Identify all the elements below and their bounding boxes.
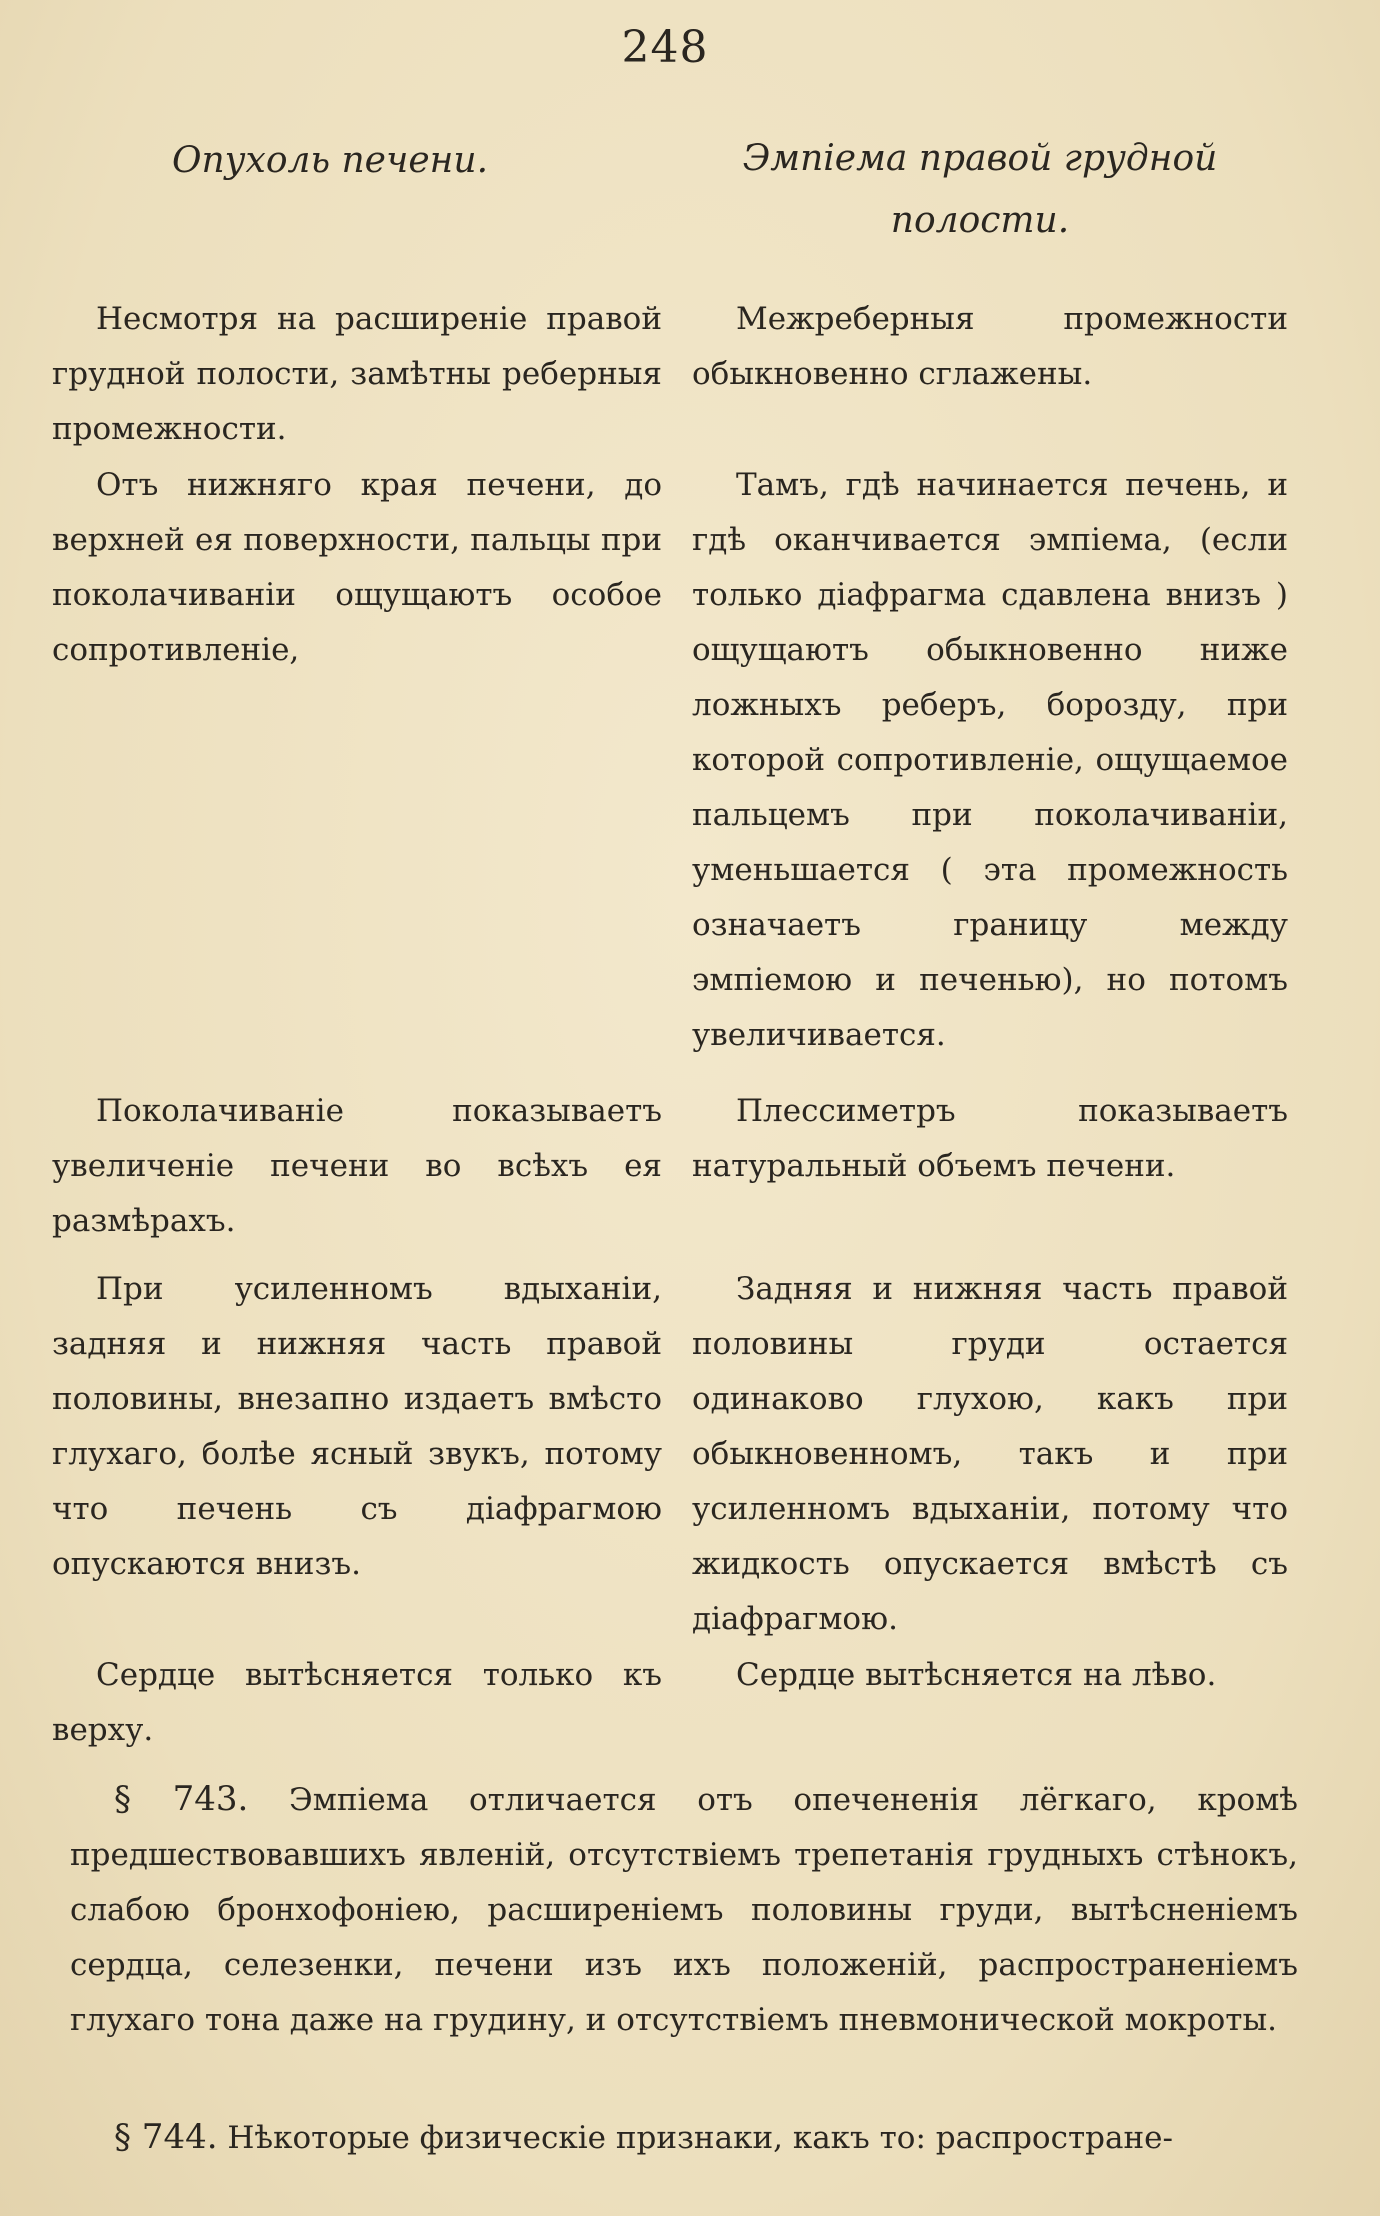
- paragraph-743-body: [70, 1772, 1298, 2048]
- section-number-743: § 743.: [114, 1779, 249, 1819]
- left-text-5: Сердце вытѣсняется только къ верху.: [52, 1657, 662, 1748]
- section-number-744: § 744.: [114, 2117, 218, 2157]
- left-cell-4: [52, 1262, 662, 1592]
- left-text-1: Несмотря на расширеніе правой грудной полости, замѣтны реберныя промежности.: [52, 301, 662, 447]
- right-cell-3: [692, 1084, 1288, 1194]
- paragraph-744: [70, 2110, 1298, 2166]
- paragraph-744-body: [70, 2110, 1298, 2166]
- page-number: 248: [621, 22, 709, 73]
- right-text-2: Тамъ, гдѣ начинается печень, и гдѣ оканчивается эмпіема, (если только діафрагма сдавлена внизъ ) ощущаютъ обыкновенно ниже ложныхъ реберъ, борозду, при которой сопротивленіе, ощущаемое пальцемъ при поколачиваніи, уменьшается ( эта промежность означаетъ границу между эмпіемою и печенью), но потомъ увеличивается.: [692, 467, 1288, 1053]
- right-text-4: Задняя и нижняя часть правой половины груди остается одинаково глухою, какъ при обыкновенномъ, такъ и при усиленномъ вдыханіи, потому что жидкость опускается вмѣстѣ съ діафрагмою.: [692, 1271, 1288, 1637]
- left-text-2: Отъ нижняго края печени, до верхней ея поверхности, пальцы при поколачиваніи ощущаютъ особое сопротивленіе,: [52, 467, 662, 668]
- paragraph-744-text: Нѣкоторые физическіе признаки, какъ то: распростране-: [227, 2120, 1173, 2156]
- right-cell-5: [692, 1648, 1288, 1703]
- right-text-3: Плессиметръ показываетъ натуральный объемъ печени.: [692, 1093, 1288, 1184]
- left-cell-3: [52, 1084, 662, 1249]
- right-text-5: Сердце вытѣсняется на лѣво.: [736, 1657, 1217, 1693]
- left-cell-1: [52, 292, 662, 457]
- left-cell-2: [52, 458, 662, 678]
- paragraph-743-text: Эмпіема отличается отъ опечененія лёгкаго, кромѣ предшествовавшихъ явленій, отсутствіемъ трепетанія грудныхъ стѣнокъ, слабою бронхофоніею, расширеніемъ половины груди, вытѣсненіемъ сердца, селезенки, печени изъ ихъ положеній, распространеніемъ глухаго тона даже на грудину, и отсутствіемъ пневмонической мокроты.: [70, 1782, 1299, 2038]
- left-column-heading: Опухоль печени.: [171, 140, 489, 181]
- left-text-4: При усиленномъ вдыханіи, задняя и нижняя часть правой половины, внезапно издаетъ вмѣсто глухаго, болѣе ясный звукъ, потому что печень съ діафрагмою опускаются внизъ.: [52, 1271, 662, 1582]
- left-text-3: Поколачиваніе показываетъ увеличеніе печени во всѣхъ ея размѣрахъ.: [52, 1093, 662, 1239]
- paragraph-743: [70, 1772, 1298, 2048]
- right-cell-4: [692, 1262, 1288, 1647]
- right-text-1: Межреберныя промежности обыкновенно сглажены.: [692, 301, 1288, 392]
- left-cell-5: [52, 1648, 662, 1758]
- right-column-heading: Эмпіема правой грудной полости.: [742, 138, 1218, 241]
- right-cell-2: [692, 458, 1288, 1063]
- right-cell-1: [692, 292, 1288, 402]
